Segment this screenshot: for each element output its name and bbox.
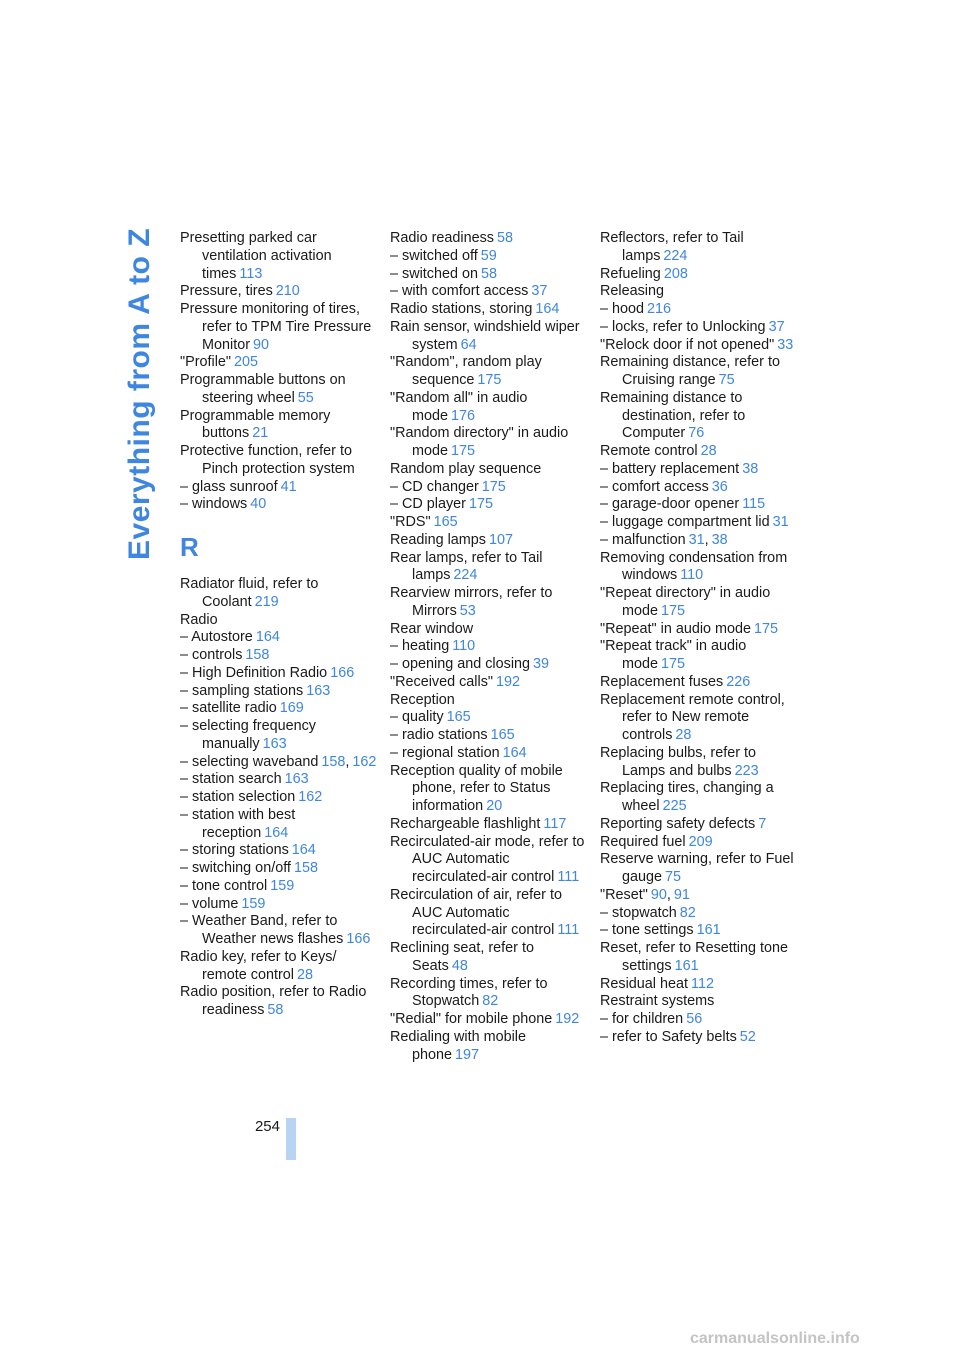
index-entry xyxy=(180,479,380,497)
index-entry xyxy=(180,718,380,754)
index-entry xyxy=(390,816,590,834)
index-entry-text: Refueling xyxy=(600,265,661,282)
page-ref-link[interactable]: 117 xyxy=(543,815,567,832)
index-entry-text: Remaining distance to destination, refer to Computer xyxy=(600,389,746,442)
page-ref-link[interactable]: 165 xyxy=(446,709,471,726)
index-entry xyxy=(600,514,800,532)
index-entry-text: – for children xyxy=(600,1011,684,1027)
index-entry xyxy=(600,550,800,586)
index-entry-text: "Random all" in audio mode xyxy=(390,389,528,424)
index-entry xyxy=(180,860,380,878)
index-entry xyxy=(390,283,590,301)
index-entry-text: – opening and closing xyxy=(390,656,531,672)
index-entry-text: – CD changer xyxy=(390,478,479,495)
index-entry-text: Rear window xyxy=(390,620,474,637)
page-ref-link[interactable]: 164 xyxy=(291,842,316,859)
index-entry xyxy=(390,1011,590,1029)
page-ref-link[interactable]: 209 xyxy=(688,833,713,850)
index-entry-text: Restraint systems xyxy=(600,993,715,1010)
page-ref-link[interactable]: 175 xyxy=(468,496,493,513)
index-entry-text: – selecting waveband xyxy=(180,753,319,770)
page-ref-link[interactable]: 28 xyxy=(700,443,717,459)
page-ref-link[interactable]: 226 xyxy=(726,673,751,690)
index-entry xyxy=(600,319,800,337)
index-entry xyxy=(600,354,800,390)
index-entry xyxy=(600,638,800,674)
index-entry xyxy=(180,842,380,860)
index-entry xyxy=(180,283,380,301)
index-entry-text: Protective function, refer to Pinch protection system xyxy=(180,443,355,477)
page-ref-link[interactable]: 111 xyxy=(557,869,580,885)
index-entry xyxy=(600,993,800,1011)
index-entry xyxy=(180,301,380,354)
page-ref-link[interactable]: 107 xyxy=(489,531,514,548)
index-entry xyxy=(600,337,800,355)
index-entry xyxy=(390,514,590,532)
index-entry-text: – luggage compartment lid xyxy=(600,514,770,530)
index-entry-text: Reflectors, refer to Tail lamps xyxy=(600,230,744,264)
index-entry xyxy=(180,700,380,718)
index-entry-text: Recording times, refer to Stopwatch xyxy=(390,975,548,1010)
page-ref-link[interactable]: 37 xyxy=(768,318,785,335)
page-ref-link[interactable]: 158 xyxy=(245,647,270,663)
index-entry xyxy=(390,887,590,940)
index-entry-text: – volume xyxy=(180,895,239,912)
page-ref-link[interactable]: 113 xyxy=(239,265,263,282)
page-ref-link[interactable]: 163 xyxy=(262,735,287,752)
index-entry xyxy=(180,896,380,914)
index-entry xyxy=(390,976,590,1012)
index-entry-text: Rear lamps, refer to Tail lamps xyxy=(390,549,543,584)
index-entry-text: – garage-door opener xyxy=(600,496,740,513)
index-entry xyxy=(600,976,800,994)
page-ref-link[interactable]: 159 xyxy=(270,877,295,894)
index-entry xyxy=(600,745,800,781)
index-entry xyxy=(600,461,800,479)
index-entry-text: Replacing bulbs, refer to Lamps and bulbs xyxy=(600,744,756,779)
index-entry xyxy=(390,248,590,266)
index-entry-text: – sampling stations xyxy=(180,682,304,699)
index-entry xyxy=(600,230,800,266)
index-entry-text: – radio stations xyxy=(390,727,488,743)
index-entry-text: Pressure monitoring of tires, refer to TPM Tire Pressure Monitor xyxy=(180,301,372,353)
index-entry-text: Radio xyxy=(180,611,218,628)
page-ref-link[interactable]: 75 xyxy=(718,372,735,388)
index-entry-text: – tone settings xyxy=(600,922,694,939)
page-ref-link[interactable]: 166 xyxy=(330,664,355,681)
index-entry xyxy=(600,1029,800,1047)
index-entry-text: "Repeat directory" in audio mode xyxy=(600,585,771,619)
index-entry-text: Radio position, refer to Radio readiness xyxy=(180,984,367,1018)
page-ref-link[interactable]: 33 xyxy=(777,336,794,353)
index-entry-text: – Autostore xyxy=(180,629,253,646)
page-ref-link[interactable]: 20 xyxy=(486,798,503,814)
index-entry xyxy=(600,585,800,621)
page-ref-link[interactable]: 223 xyxy=(734,762,759,779)
index-entry xyxy=(390,230,590,248)
page-ref-link[interactable]: 165 xyxy=(433,514,458,530)
index-entry-text: Remaining distance, refer to Cruising range xyxy=(600,354,780,388)
index-entry-text: Recirculated-air mode, refer to AUC Automatic recirculated-air control xyxy=(390,833,585,885)
index-entry-text: Radiator fluid, refer to Coolant xyxy=(180,576,319,610)
page-ref-link[interactable]: 205 xyxy=(234,354,259,371)
page-ref-link[interactable]: 192 xyxy=(496,673,521,690)
index-entry xyxy=(600,816,800,834)
index-entry-text: – switched on xyxy=(390,265,478,282)
index-entry xyxy=(600,283,800,301)
page-ref-link[interactable]: 165 xyxy=(490,727,515,743)
index-entry-text: – windows xyxy=(180,496,248,513)
index-entry xyxy=(180,807,380,843)
index-entry xyxy=(180,949,380,985)
page-ref-separator: , xyxy=(704,531,709,548)
page-ref-link[interactable]: 110 xyxy=(452,638,476,655)
index-entry xyxy=(600,674,800,692)
index-entry xyxy=(600,390,800,443)
index-entry-text: "Reset" xyxy=(600,886,648,903)
index-entry-text: Replacement remote control, refer to New remote controls xyxy=(600,691,785,743)
page-ref-link[interactable]: 82 xyxy=(482,993,499,1010)
page-ref-link[interactable]: 225 xyxy=(662,798,687,814)
index-entry-text: – station search xyxy=(180,771,282,788)
index-entry xyxy=(180,683,380,701)
page-ref-link[interactable]: 76 xyxy=(688,425,705,442)
page-ref-link[interactable]: 55 xyxy=(297,389,314,406)
index-entry-text: Recirculation of air, refer to AUC Automatic recirculated-air control xyxy=(390,886,562,939)
page-ref-link[interactable]: 197 xyxy=(455,1046,480,1063)
index-entry xyxy=(390,674,590,692)
index-entry-text: – malfunction xyxy=(600,531,686,548)
page-ref-link[interactable]: 161 xyxy=(696,922,721,939)
page-ref-link[interactable]: 56 xyxy=(686,1011,703,1027)
page-ref-link[interactable]: 40 xyxy=(250,496,267,513)
index-entry-text: – CD player xyxy=(390,496,466,513)
index-entry xyxy=(600,887,800,905)
index-entry-text: "Profile" xyxy=(180,354,232,371)
page-ref-link[interactable]: 175 xyxy=(477,372,502,388)
index-entry-text: – controls xyxy=(180,647,243,663)
index-entry-text: "Relock door if not opened" xyxy=(600,336,775,353)
index-entry-text: Random play sequence xyxy=(390,460,542,477)
page-ref-link[interactable]: 31 xyxy=(688,531,705,548)
page-ref-separator: , xyxy=(666,886,671,903)
index-entry-text: – heating xyxy=(390,638,450,655)
page-ref-link[interactable]: 115 xyxy=(742,496,766,513)
index-entry-text: Radio readiness xyxy=(390,230,494,246)
index-entry xyxy=(180,230,380,283)
page-ref-link[interactable]: 28 xyxy=(296,966,313,983)
page-ref-link[interactable]: 219 xyxy=(254,593,279,610)
page-ref-link[interactable]: 36 xyxy=(711,478,728,495)
page-ref-link[interactable]: 37 xyxy=(531,283,548,300)
index-entry xyxy=(600,834,800,852)
page-ref-link[interactable]: 48 xyxy=(451,957,468,974)
index-entry xyxy=(390,496,590,514)
index-entry xyxy=(390,266,590,284)
index-entry xyxy=(600,1011,800,1029)
index-entry xyxy=(390,390,590,426)
page-ref-link[interactable]: 58 xyxy=(497,230,514,246)
page-ref-link[interactable]: 175 xyxy=(661,656,686,672)
page-ref-link[interactable]: 163 xyxy=(306,682,331,699)
page-ref-link[interactable]: 58 xyxy=(267,1002,284,1018)
index-entry-text: Presetting parked car ventilation activation times xyxy=(180,230,332,282)
page-ref-link[interactable]: 224 xyxy=(663,247,688,264)
index-entry-text: "Repeat" in audio mode xyxy=(600,620,752,637)
page-ref-link[interactable]: 82 xyxy=(679,904,696,921)
index-column-2 xyxy=(390,230,590,1064)
page-ref-link[interactable]: 175 xyxy=(481,478,506,495)
page-ref-link[interactable]: 175 xyxy=(451,443,476,459)
page-ref-link[interactable]: 52 xyxy=(739,1028,756,1045)
page-ref-link[interactable]: 39 xyxy=(533,656,550,672)
index-entry-text: – selecting frequency manually xyxy=(180,718,316,752)
page-ref-link[interactable]: 164 xyxy=(264,824,289,841)
index-entry-text: – locks, refer to Unlocking xyxy=(600,318,766,335)
watermark: carmanualsonline.info xyxy=(690,1330,860,1347)
index-entry xyxy=(180,408,380,444)
index-entry xyxy=(390,656,590,674)
page-ref-link[interactable]: 210 xyxy=(275,283,300,300)
index-entry-text: "Received calls" xyxy=(390,673,493,690)
index-entry xyxy=(180,754,380,772)
page-ref-link[interactable]: 53 xyxy=(459,602,476,619)
page-ref-link[interactable]: 41 xyxy=(280,478,297,495)
page-ref-link[interactable]: 208 xyxy=(663,265,688,282)
page-ref-link[interactable]: 175 xyxy=(661,602,686,619)
index-entry-text: Remote control xyxy=(600,443,698,459)
index-entry xyxy=(390,709,590,727)
page-ref-link[interactable]: 162 xyxy=(352,753,377,770)
index-entry-text: "Repeat track" in audio mode xyxy=(600,638,747,672)
letter-heading: R xyxy=(180,532,199,562)
index-entry-text: Rearview mirrors, refer to Mirrors xyxy=(390,585,553,619)
page-ref-link[interactable]: 64 xyxy=(460,336,477,353)
index-entry-text: – storing stations xyxy=(180,842,289,859)
page-ref-link[interactable]: 58 xyxy=(481,265,498,282)
page-ref-link[interactable]: 28 xyxy=(675,727,692,743)
page-ref-link[interactable]: 224 xyxy=(453,567,478,584)
index-entry-text: – regional station xyxy=(390,744,500,761)
index-entry xyxy=(390,692,590,710)
index-entry xyxy=(600,621,800,639)
page-ref-separator: , xyxy=(345,753,350,770)
index-entry xyxy=(390,479,590,497)
index-entry xyxy=(180,576,380,612)
index-entry xyxy=(600,692,800,745)
index-entry-text: – hood xyxy=(600,301,645,317)
index-entry-text: Reset, refer to Resetting tone settings xyxy=(600,940,788,974)
page-number-bar xyxy=(286,1118,296,1160)
page-ref-link[interactable]: 31 xyxy=(772,514,789,530)
index-entry xyxy=(180,665,380,683)
index-entry xyxy=(600,532,800,550)
index-entry xyxy=(180,789,380,807)
index-entry xyxy=(180,354,380,372)
index-entry-text: Rain sensor, windshield wiper system xyxy=(390,318,580,353)
index-column-3 xyxy=(600,230,800,1047)
index-entry-text: Reporting safety defects xyxy=(600,815,756,832)
index-entry xyxy=(390,461,590,479)
index-column-1 xyxy=(180,230,380,1020)
index-entry xyxy=(600,780,800,816)
index-entry-text: "Random", random play sequence xyxy=(390,354,542,388)
index-entry xyxy=(390,550,590,586)
index-entry xyxy=(600,266,800,284)
index-entry xyxy=(600,851,800,887)
index-entry-text: Reserve warning, refer to Fuel gauge xyxy=(600,851,794,885)
index-entry xyxy=(600,496,800,514)
index-entry-text: Programmable buttons on steering wheel xyxy=(180,372,346,406)
index-entry xyxy=(180,913,380,949)
index-entry xyxy=(180,647,380,665)
page-ref-link[interactable]: 169 xyxy=(279,700,304,717)
page-ref-link[interactable]: 162 xyxy=(298,789,323,805)
index-entry xyxy=(390,301,590,319)
index-entry-text: – tone control xyxy=(180,877,268,894)
page-ref-link[interactable]: 216 xyxy=(647,301,672,317)
index-entry-text: – station with best reception xyxy=(180,806,296,841)
page-ref-link[interactable]: 164 xyxy=(535,301,560,317)
index-entry-text: Removing condensation from windows xyxy=(600,549,788,584)
index-entry xyxy=(180,612,380,630)
index-entry xyxy=(390,1029,590,1065)
index-entry-text: "Redial" for mobile phone xyxy=(390,1011,553,1027)
index-entry xyxy=(600,940,800,976)
index-entry-text: – with comfort access xyxy=(390,283,529,300)
index-entry xyxy=(600,905,800,923)
page-ref-link[interactable]: 91 xyxy=(673,886,690,903)
index-entry-text: Required fuel xyxy=(600,833,686,850)
index-entry xyxy=(600,479,800,497)
index-entry xyxy=(180,496,380,514)
index-entry xyxy=(180,984,380,1020)
index-entry-text: – station selection xyxy=(180,789,296,805)
index-entry xyxy=(390,319,590,355)
index-entry xyxy=(390,585,590,621)
index-entry xyxy=(390,940,590,976)
index-entry xyxy=(390,834,590,887)
index-entry-text: "Random directory" in audio mode xyxy=(390,425,569,459)
index-entry-text: Reception quality of mobile phone, refer to Status information xyxy=(390,762,563,814)
page-ref-link[interactable]: 158 xyxy=(293,860,318,876)
index-entry-text: Rechargeable flashlight xyxy=(390,815,541,832)
side-section-title: Everything from A to Z xyxy=(123,227,156,560)
index-entry-text: – stopwatch xyxy=(600,904,677,921)
index-entry xyxy=(180,771,380,789)
index-entry-text: – comfort access xyxy=(600,478,709,495)
page-ref-link[interactable]: 164 xyxy=(502,744,527,761)
index-entry-text: – switching on/off xyxy=(180,860,291,876)
index-entry-text: Radio key, refer to Keys/ remote control xyxy=(180,948,337,983)
index-entry-text: Reclining seat, refer to Seats xyxy=(390,940,534,974)
index-entry-text: Reception xyxy=(390,691,455,708)
page-ref-link[interactable]: 158 xyxy=(321,753,346,770)
index-entry-text: "RDS" xyxy=(390,514,431,530)
page-ref-link[interactable]: 159 xyxy=(241,895,266,912)
index-entry-text: – quality xyxy=(390,709,444,726)
page-ref-link[interactable]: 166 xyxy=(346,931,371,947)
index-entry-text: – refer to Safety belts xyxy=(600,1028,737,1045)
index-entry-text: – satellite radio xyxy=(180,700,277,717)
index-entry-text: Programmable memory buttons xyxy=(180,407,331,442)
index-entry xyxy=(180,629,380,647)
page-ref-link[interactable]: 163 xyxy=(284,771,309,788)
index-entry-text: – High Definition Radio xyxy=(180,664,328,681)
page-ref-link[interactable]: 21 xyxy=(252,425,269,442)
page-ref-link[interactable]: 38 xyxy=(711,531,728,548)
index-entry xyxy=(390,763,590,816)
index-entry xyxy=(600,301,800,319)
index-entry xyxy=(390,745,590,763)
index-entry-text: Pressure, tires xyxy=(180,283,273,300)
index-entry xyxy=(600,443,800,461)
page-ref-link[interactable]: 75 xyxy=(665,869,682,885)
index-entry xyxy=(390,638,590,656)
page-ref-link[interactable]: 111 xyxy=(557,922,580,939)
index-entry-text: – Weather Band, refer to Weather news flashes xyxy=(180,913,344,947)
index-entry xyxy=(390,621,590,639)
index-entry-text: Redialing with mobile phone xyxy=(390,1028,526,1063)
index-entry-text: Residual heat xyxy=(600,975,689,992)
index-entry-text: – switched off xyxy=(390,247,478,264)
index-entry-text: Releasing xyxy=(600,283,664,300)
index-entry xyxy=(180,443,380,479)
page-ref-link[interactable]: 7 xyxy=(758,815,767,832)
index-entry-text: Replacement fuses xyxy=(600,673,724,690)
index-entry xyxy=(390,354,590,390)
index-entry-text: – battery replacement xyxy=(600,460,740,477)
index-entry xyxy=(390,532,590,550)
page-ref-link[interactable]: 161 xyxy=(674,957,699,974)
page-ref-link[interactable]: 176 xyxy=(451,407,476,424)
index-entry xyxy=(600,922,800,940)
index-entry xyxy=(180,878,380,896)
page-ref-link[interactable]: 38 xyxy=(742,460,759,477)
index-entry xyxy=(180,372,380,408)
page-ref-link[interactable]: 192 xyxy=(555,1011,580,1027)
index-entry-text: Replacing tires, changing a wheel xyxy=(600,780,774,814)
index-entry-text: Radio stations, storing xyxy=(390,301,533,317)
index-entry xyxy=(390,425,590,461)
page-number: 254 xyxy=(254,1118,280,1135)
page-ref-link[interactable]: 59 xyxy=(480,247,497,264)
index-entry xyxy=(390,727,590,745)
page-ref-link[interactable]: 175 xyxy=(754,620,779,637)
index-entry-text: Reading lamps xyxy=(390,531,486,548)
page-ref-link[interactable]: 110 xyxy=(680,567,704,584)
page-ref-link[interactable]: 164 xyxy=(255,629,280,646)
page-ref-link[interactable]: 90 xyxy=(650,886,667,903)
page-ref-link[interactable]: 112 xyxy=(691,975,714,992)
index-entry-text: – glass sunroof xyxy=(180,478,278,495)
page-ref-link[interactable]: 90 xyxy=(253,336,270,353)
